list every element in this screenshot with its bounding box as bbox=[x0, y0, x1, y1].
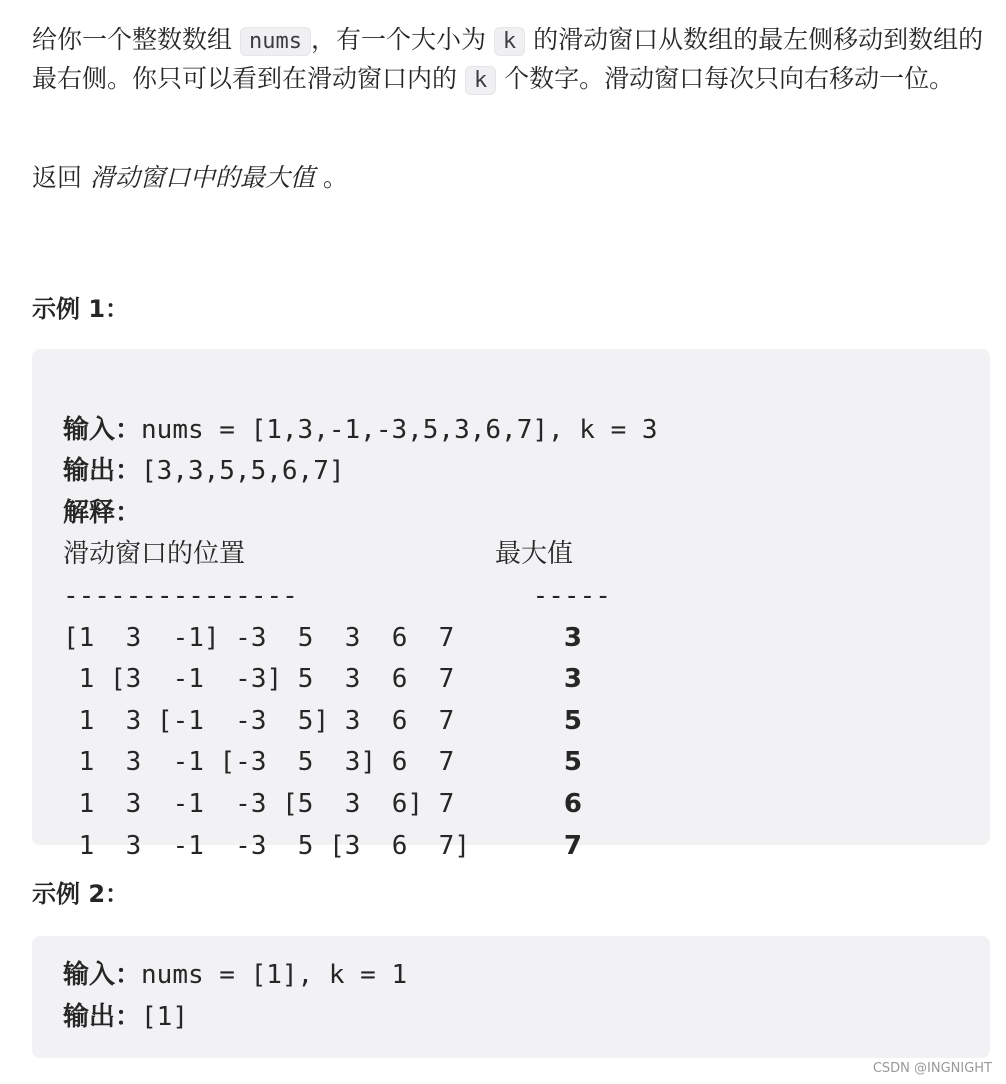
window-position: 1 [3 -1 -3] 5 3 6 7 bbox=[63, 664, 564, 695]
window-row bbox=[63, 618, 658, 660]
example-2-code bbox=[63, 955, 407, 1038]
text: 返回 bbox=[32, 163, 90, 192]
window-max: 6 bbox=[563, 788, 582, 819]
input-value: nums = [1,3,-1,-3,5,3,6,7], k = 3 bbox=[141, 414, 658, 445]
column-max-value: 最大值 bbox=[495, 539, 574, 570]
window-max: 5 bbox=[563, 747, 582, 778]
inline-code-nums: nums bbox=[240, 27, 311, 56]
example-2-block bbox=[32, 936, 990, 1058]
text: 个数字。滑动窗口每次只向右移动一位。 bbox=[496, 64, 955, 93]
input-label: 输入： bbox=[63, 960, 142, 990]
window-position: 1 3 -1 [-3 5 3] 6 7 bbox=[63, 747, 564, 778]
window-max: 5 bbox=[563, 705, 582, 736]
window-row bbox=[63, 701, 658, 743]
window-max: 3 bbox=[563, 622, 582, 653]
problem-description bbox=[32, 21, 992, 99]
divider: --------------- bbox=[63, 580, 298, 611]
window-max: 3 bbox=[563, 664, 582, 695]
output-label: 输出： bbox=[63, 456, 142, 487]
window-row bbox=[63, 659, 658, 701]
explanation-label: 解释： bbox=[63, 497, 142, 528]
watermark: CSDN @INGNIGHT bbox=[872, 1061, 992, 1076]
example-1-block bbox=[32, 349, 990, 861]
window-position: 1 3 [-1 -3 5] 3 6 7 bbox=[63, 705, 564, 736]
inline-code-k: k bbox=[494, 27, 525, 56]
output-value: [1] bbox=[141, 1001, 188, 1032]
input-line bbox=[63, 955, 407, 997]
window-row bbox=[63, 742, 658, 784]
text: 给你一个整数数组 bbox=[32, 25, 240, 54]
input-value: nums = [1], k = 1 bbox=[141, 960, 408, 990]
text: 。 bbox=[314, 163, 348, 192]
text: 的滑动窗口从数组的最左侧移动到数组的最右侧。你只可以看到在滑动窗口内的 bbox=[32, 25, 984, 93]
text: ，有一个大小为 bbox=[310, 25, 494, 54]
example-1-heading: 示例 1： bbox=[32, 295, 130, 323]
column-window-position: 滑动窗口的位置 bbox=[63, 539, 246, 570]
window-max: 7 bbox=[563, 830, 582, 861]
divider: ----- bbox=[532, 580, 611, 611]
example-1-code bbox=[63, 368, 658, 867]
emphasis: 滑动窗口中的最大值 bbox=[89, 163, 315, 192]
inline-code-k: k bbox=[465, 66, 496, 95]
window-row bbox=[63, 826, 658, 868]
output-line bbox=[63, 451, 658, 493]
output-label: 输出： bbox=[63, 1001, 142, 1032]
input-line bbox=[63, 410, 658, 452]
output-line bbox=[63, 997, 407, 1039]
window-rows bbox=[63, 618, 658, 868]
input-label: 输入： bbox=[63, 414, 142, 445]
window-row bbox=[63, 784, 658, 826]
window-position: [1 3 -1] -3 5 3 6 7 bbox=[63, 622, 564, 653]
explanation-line bbox=[63, 493, 658, 535]
example-2-heading: 示例 2： bbox=[32, 880, 130, 908]
window-position: 1 3 -1 -3 5 [3 6 7] bbox=[63, 830, 564, 861]
window-position: 1 3 -1 -3 [5 3 6] 7 bbox=[63, 788, 564, 819]
table-header bbox=[63, 534, 658, 576]
return-statement bbox=[32, 159, 992, 196]
output-value: [3,3,5,5,6,7] bbox=[141, 456, 345, 487]
divider-line bbox=[63, 576, 658, 618]
